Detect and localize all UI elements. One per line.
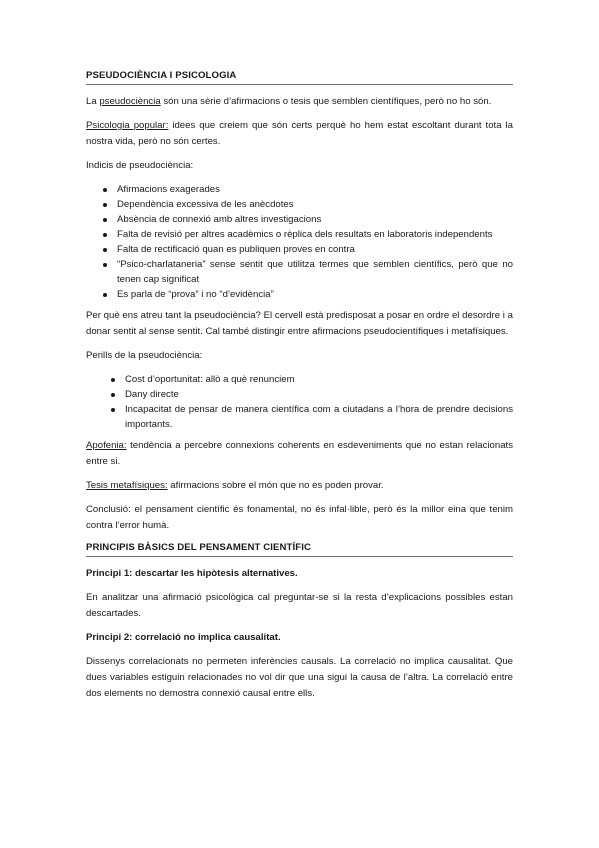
indicis-intro: Indicis de pseudociència:: [86, 160, 194, 171]
term-pseudociencia: pseudociència: [99, 96, 161, 107]
paragraph-per-que-atreu: Per què ens atreu tant la pseudociència? El cervell està predisposat a posar en ordre el desordre i a donar sentit al sense sentit. Cal també distingir entre afirmacions pseudocientífiques i metafísiques.: [86, 310, 513, 337]
section-title-pseudociencia: PSEUDOCIÈNCIA I PSICOLOGIA: [86, 70, 513, 85]
definition-text: tendència a percebre connexions coherents en esdeveniments que no estan relacionats entre si.: [86, 440, 513, 467]
paragraph-conclusio: Conclusió: el pensament científic és fonamental, no és infal·lible, però és la millor eina que tenim contra l’error humà.: [86, 504, 513, 531]
section-title-principis: PRINCIPIS BÀSICS DEL PENSAMENT CIENTÍFIC: [86, 542, 513, 557]
definition-text: són una sèrie d’afirmacions o tesis que semblen científiques, però no ho són.: [160, 96, 492, 107]
term-apofenia: Apofenia:: [86, 440, 127, 451]
text-prefix: La: [86, 96, 100, 107]
principi-1-title: Principi 1: descartar les hipòtesis alternatives.: [86, 568, 298, 579]
term-psicologia-popular: Psicologia popular:: [86, 120, 169, 131]
principi-2-title: Principi 2: correlació no implica causalitat.: [86, 632, 281, 643]
definition-text: afirmacions sobre el món que no es poden provar.: [167, 480, 384, 491]
list-item: Falta de revisió per altres acadèmics o rèplica dels resultats en laboratoris independents: [117, 227, 513, 242]
list-item: Es parla de “prova” i no “d’evidència”: [117, 287, 513, 302]
list-item: Incapacitat de pensar de manera científica com a ciutadans a l’hora de prendre decisions importants.: [125, 404, 513, 430]
list-item: Dany directe: [125, 387, 513, 402]
principi-2-text: Dissenys correlacionats no permeten inferències causals. La correlació no implica causalitat. Que dues variables estiguin relacionades no vol dir que una sigui la causa de l’altra. La correlació entre dos elements no demostra connexió causal entre ells.: [86, 656, 513, 699]
perills-list: [86, 372, 513, 432]
list-item: Absència de connexió amb altres investigacions: [117, 212, 513, 227]
perills-intro: Perills de la pseudociència:: [86, 350, 203, 361]
paragraph-apofenia: [86, 438, 513, 470]
list-item: Dependència excessiva de les anècdotes: [117, 197, 513, 212]
indicis-list: [86, 182, 513, 302]
list-item: Falta de rectificació quan es publiquen proves en contra: [117, 242, 513, 257]
list-item: Afirmacions exagerades: [117, 182, 513, 197]
definition-text: idees que creiem que són certs perquè ho hem estat escoltant durant tota la nostra vida, però no són certes.: [86, 120, 513, 147]
term-tesis-metafisiques: Tesis metafísiques:: [86, 480, 168, 491]
principi-1-text: En analitzar una afirmació psicològica cal preguntar-se si la resta d’explicacions possibles estan descartades.: [86, 592, 513, 619]
paragraph-tesis-metafisiques: [86, 478, 513, 494]
paragraph-pseudociencia-definition: [86, 94, 513, 110]
list-item: “Psico-charlataneria” sense sentit que utilitza termes que semblen científics, però que no tenen cap significat: [117, 259, 513, 285]
paragraph-psicologia-popular: [86, 118, 513, 150]
list-item: Cost d’oportunitat: allò a què renunciem: [125, 372, 513, 387]
